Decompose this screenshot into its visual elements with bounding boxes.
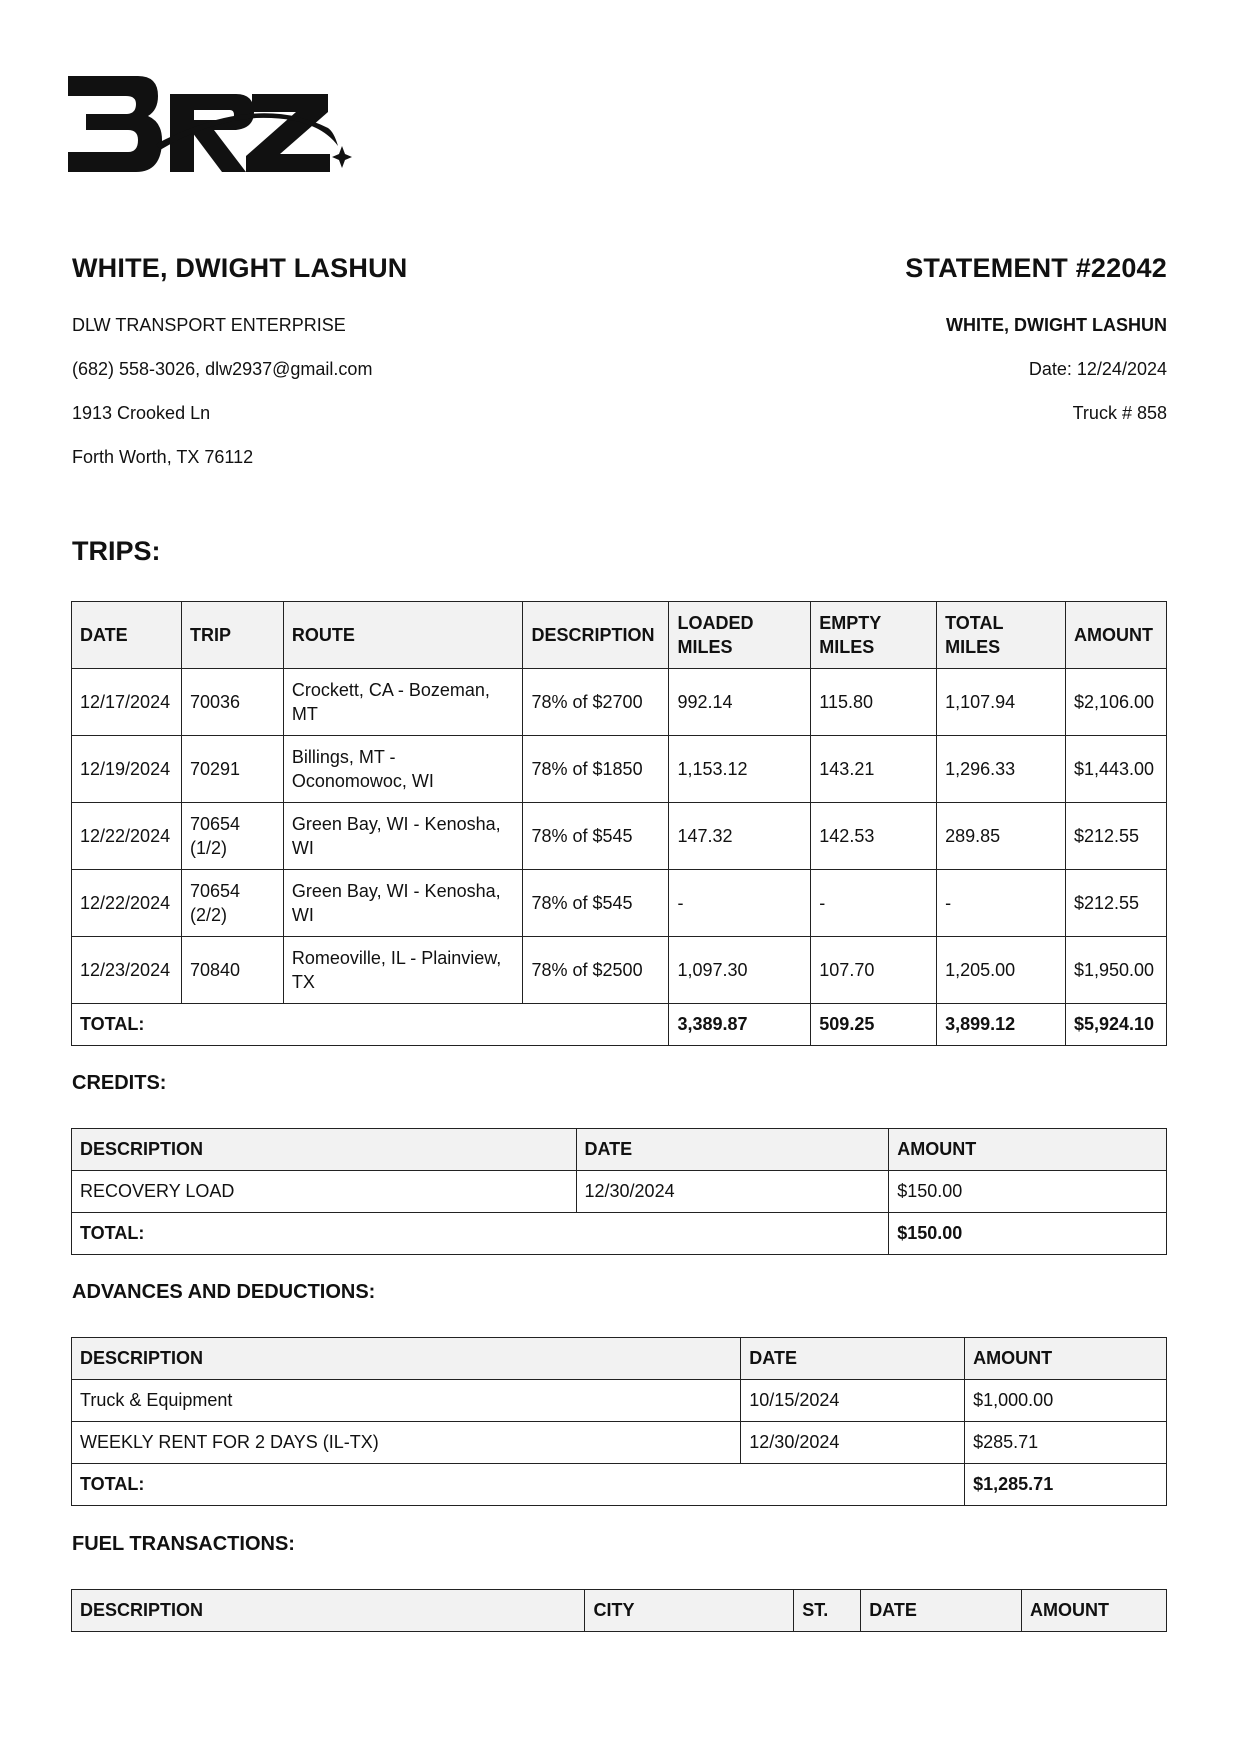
fuel-table [71, 1589, 1167, 1632]
cell: 115.80 [811, 669, 937, 736]
col-header: LOADED MILES [669, 602, 811, 669]
total-amount: $1,285.71 [965, 1464, 1167, 1506]
total-amount: $5,924.10 [1065, 1004, 1166, 1046]
col-header: DESCRIPTION [72, 1590, 585, 1632]
cell: Billings, MT - Oconomowoc, WI [283, 736, 523, 803]
col-header: DATE [72, 602, 182, 669]
col-header: DATE [576, 1129, 889, 1171]
col-header: AMOUNT [1022, 1590, 1167, 1632]
table-row [72, 669, 1167, 736]
company-name: DLW TRANSPORT ENTERPRISE [72, 315, 346, 335]
col-header: AMOUNT [1065, 602, 1166, 669]
cell: Crockett, CA - Bozeman, MT [283, 669, 523, 736]
cell: 107.70 [811, 937, 937, 1004]
cell: Truck & Equipment [72, 1380, 741, 1422]
cell: 12/23/2024 [72, 937, 182, 1004]
cell: Green Bay, WI - Kenosha, WI [283, 870, 523, 937]
total-label: TOTAL: [72, 1213, 889, 1255]
trips-total-row [72, 1004, 1167, 1046]
cell: 70840 [181, 937, 283, 1004]
col-header: TOTAL MILES [937, 602, 1066, 669]
col-header: CITY [585, 1590, 794, 1632]
table-row [72, 1380, 1167, 1422]
cell: - [937, 870, 1066, 937]
cell: 70291 [181, 736, 283, 803]
cell: $212.55 [1065, 870, 1166, 937]
fuel-header-row [72, 1590, 1167, 1632]
cell: 1,296.33 [937, 736, 1066, 803]
cell: 147.32 [669, 803, 811, 870]
total-amount: $150.00 [889, 1213, 1167, 1255]
col-header: DATE [861, 1590, 1022, 1632]
statement-title: STATEMENT #22042 [905, 253, 1167, 283]
cell: 78% of $545 [523, 870, 669, 937]
driver-info [72, 252, 407, 490]
cell: 12/22/2024 [72, 870, 182, 937]
cell: 78% of $545 [523, 803, 669, 870]
total-loaded-miles: 3,389.87 [669, 1004, 811, 1046]
table-row [72, 1422, 1167, 1464]
total-empty-miles: 509.25 [811, 1004, 937, 1046]
table-row [72, 937, 1167, 1004]
total-label: TOTAL: [72, 1004, 669, 1046]
driver-name: WHITE, DWIGHT LASHUN [72, 253, 408, 283]
credits-total-row [72, 1213, 1167, 1255]
cell: 1,107.94 [937, 669, 1066, 736]
advances-header-row [72, 1338, 1167, 1380]
table-row [72, 870, 1167, 937]
cell: Green Bay, WI - Kenosha, WI [283, 803, 523, 870]
cell: $212.55 [1065, 803, 1166, 870]
cell: $150.00 [889, 1171, 1167, 1213]
cell: RECOVERY LOAD [72, 1171, 577, 1213]
cell: 70654 (1/2) [181, 803, 283, 870]
cell: 78% of $2500 [523, 937, 669, 1004]
col-header: TRIP [181, 602, 283, 669]
credits-title: CREDITS: [72, 1072, 167, 1094]
fuel-title: FUEL TRANSACTIONS: [72, 1533, 295, 1555]
cell: 12/17/2024 [72, 669, 182, 736]
table-row [72, 803, 1167, 870]
cell: 12/30/2024 [576, 1171, 889, 1213]
cell: 78% of $2700 [523, 669, 669, 736]
table-row [72, 1171, 1167, 1213]
cell: 70036 [181, 669, 283, 736]
col-header: EMPTY MILES [811, 602, 937, 669]
trips-header-row [72, 602, 1167, 669]
cell: 992.14 [669, 669, 811, 736]
cell: $1,443.00 [1065, 736, 1166, 803]
cell: 143.21 [811, 736, 937, 803]
table-row [72, 736, 1167, 803]
cell: 1,205.00 [937, 937, 1066, 1004]
cell: 78% of $1850 [523, 736, 669, 803]
cell: $2,106.00 [1065, 669, 1166, 736]
total-miles: 3,899.12 [937, 1004, 1066, 1046]
cell: Romeoville, IL - Plainview, TX [283, 937, 523, 1004]
cell: $1,950.00 [1065, 937, 1166, 1004]
cell: 1,097.30 [669, 937, 811, 1004]
trips-table [71, 601, 1167, 1046]
cell: 10/15/2024 [741, 1380, 965, 1422]
cell: $1,000.00 [965, 1380, 1167, 1422]
cell: 12/22/2024 [72, 803, 182, 870]
truck-number: Truck # 858 [1072, 403, 1167, 423]
brz-logo [66, 72, 366, 192]
col-header: ST. [794, 1590, 861, 1632]
address-line-1: 1913 Crooked Ln [72, 403, 211, 423]
cell: 1,153.12 [669, 736, 811, 803]
credits-table [71, 1128, 1167, 1255]
advances-total-row [72, 1464, 1167, 1506]
cell: 12/30/2024 [741, 1422, 965, 1464]
col-header: DESCRIPTION [72, 1338, 741, 1380]
statement-date: Date: 12/24/2024 [1028, 359, 1167, 379]
col-header: AMOUNT [889, 1129, 1167, 1171]
col-header: DESCRIPTION [72, 1129, 577, 1171]
cell: WEEKLY RENT FOR 2 DAYS (IL-TX) [72, 1422, 741, 1464]
address-line-2: Forth Worth, TX 76112 [72, 447, 254, 467]
advances-title: ADVANCES AND DEDUCTIONS: [72, 1281, 376, 1303]
statement-info [905, 252, 1167, 446]
contact-info: (682) 558-3026, dlw2937@gmail.com [72, 359, 373, 379]
cell: - [669, 870, 811, 937]
cell: 12/19/2024 [72, 736, 182, 803]
cell: 142.53 [811, 803, 937, 870]
cell: $285.71 [965, 1422, 1167, 1464]
trips-title: TRIPS: [72, 536, 161, 566]
cell: 70654 (2/2) [181, 870, 283, 937]
col-header: ROUTE [283, 602, 523, 669]
col-header: DESCRIPTION [523, 602, 669, 669]
advances-table [71, 1337, 1167, 1506]
cell: - [811, 870, 937, 937]
col-header: AMOUNT [965, 1338, 1167, 1380]
cell: 289.85 [937, 803, 1066, 870]
total-label: TOTAL: [72, 1464, 965, 1506]
credits-header-row [72, 1129, 1167, 1171]
statement-name: WHITE, DWIGHT LASHUN [946, 315, 1167, 335]
col-header: DATE [741, 1338, 965, 1380]
